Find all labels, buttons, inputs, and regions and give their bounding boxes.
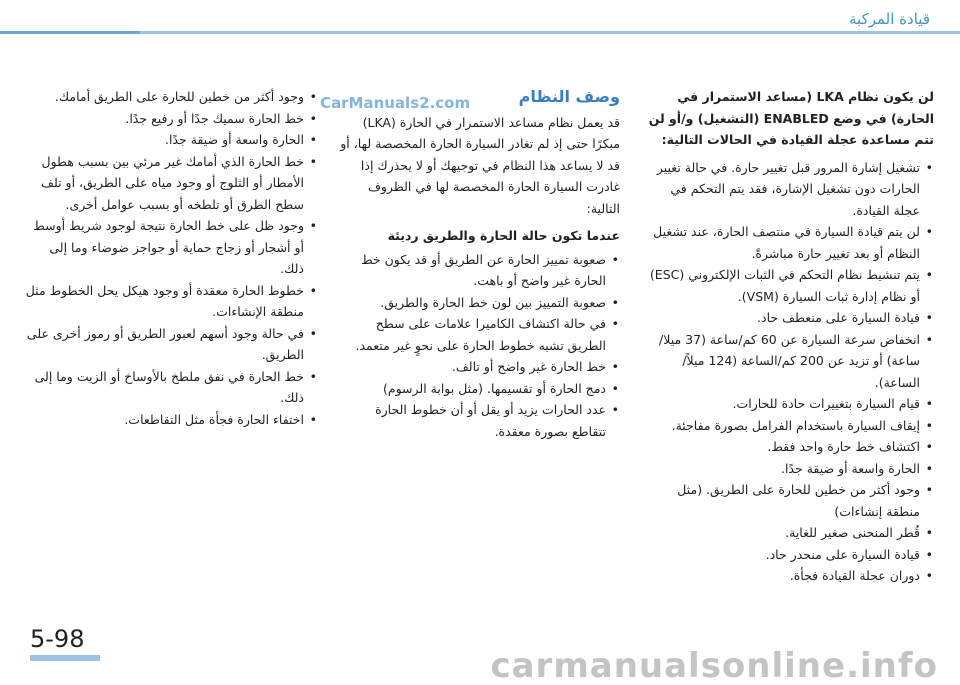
page-number-bar <box>30 655 100 661</box>
header-rule-accent <box>0 31 140 34</box>
list-item: • اختفاء الحارة فجأة مثل التقاطعات. <box>22 409 318 431</box>
watermark-top: CarManuals2.com <box>320 94 471 112</box>
list-item: • قيادة السيارة على منحدر حاد. <box>646 544 934 566</box>
list-item: • يتم تنشيط نظام التحكم في الثبات الإلكتروني (ESC) أو نظام إدارة ثبات السيارة (VSM). <box>646 264 934 307</box>
header-title: قيادة المركبة <box>849 10 930 28</box>
list-item: • وجود أكثر من خطين للحارة على الطريق أمامك. <box>22 86 318 108</box>
list-item: • وجود أكثر من خطين للحارة على الطريق. (مثل منطقة إنشاءات) <box>646 479 934 522</box>
list-item: • دوران عجلة القيادة فجأة. <box>646 565 934 587</box>
list-item: • خط الحارة في نفق ملطخ بالأوساخ أو الزيت وما إلى ذلك. <box>22 366 318 409</box>
list-item: • خطوط الحارة معقدة أو وجود هيكل يحل الخطوط مثل منطقة الإنشاءات. <box>22 280 318 323</box>
section-title: وصف النظام <box>518 87 620 106</box>
header-rule <box>0 31 960 34</box>
list-item: • لن يتم قيادة السيارة في منتصف الحارة، عند تشغيل النظام أو بعد تغيير حارة مباشرةً. <box>646 221 934 264</box>
list-item: • قيادة السيارة على منعطف حاد. <box>646 307 934 329</box>
page-number: 5-98 <box>30 625 85 653</box>
list-item: • دمج الحارة أو تقسيمها. (مثل بوابة الرسوم) <box>340 378 620 400</box>
list-item: • في حالة وجود أسهم لعبور الطريق أو رموز أخرى على الطريق. <box>22 323 318 366</box>
list-item: • اكتشاف خط حارة واحد فقط. <box>646 436 934 458</box>
list-item: • انخفاض سرعة السيارة عن 60 كم/ساعة (37 ميلا/ساعة) أو تزيد عن 200 كم/الساعة (124 ميلاً/الساعة). <box>646 329 934 394</box>
list-item: • عدد الحارات يزيد أو يقل أو أن خطوط الحارة تتقاطع بصورة معقدة. <box>340 399 620 442</box>
right-column-intro: لن يكون نظام LKA (مساعد الاستمرار في الحارة) في وضع ENABLED (التشغيل) و/أو لن تتم مساعدة عجلة القيادة في الحالات التالية: <box>648 89 934 147</box>
list-item: • تشغيل إشارة المرور قبل تغيير حارة. في حالة تغيير الحارات دون تشغيل الإشارة، فقد يتم التحكم في عجلة القيادة. <box>646 157 934 222</box>
left-column-list <box>22 86 318 430</box>
middle-column-list <box>340 249 620 443</box>
middle-column <box>340 86 620 442</box>
list-item: • صعوبة التمييز بين لون خط الحارة والطريق. <box>340 292 620 314</box>
subheading: عندما تكون حالة الحارة والطريق رديئة <box>387 228 620 243</box>
list-item: • قيام السيارة بتغييرات حادة للحارات. <box>646 393 934 415</box>
list-item: • خط الحارة غير واضح أو تالف. <box>340 356 620 378</box>
list-item: • في حالة اكتشاف الكاميرا علامات على سطح الطريق تشبه خطوط الحارة على نحوٍ غير متعمد. <box>340 313 620 356</box>
list-item: • خط الحارة الذي أمامك غير مرئي بين بسبب هطول الأمطار أو الثلوج أو وجود مياه على الطريق، أو تلف سطح الطرق أو تلطخه أو بسبب عوامل أخرى. <box>22 151 318 216</box>
right-column-list <box>646 157 934 587</box>
list-item: • وجود ظل على خط الحارة نتيجة لوجود شريط أوسط أو أشجار أو زجاج حماية أو جواجز ضوضاء وما إلى ذلك. <box>22 215 318 280</box>
list-item: • صعوبة تمييز الحارة عن الطريق أو قد يكون خط الحارة غير واضح أو باهت. <box>340 249 620 292</box>
list-item: • الحارة واسعة أو ضيقة جدًا. <box>646 458 934 480</box>
list-item: • خط الحارة سميك جدًا أو رفيع جدًا. <box>22 108 318 130</box>
middle-column-intro: قد يعمل نظام مساعد الاستمرار في الحارة (LKA) مبكرًا حتى إذ لم تغادر السيارة الحارة المخصصة لها، أو قد لا يساعد هذا النظام في توجيهك أو لا يحذرك إذا غادرت السيارة الحارة المخصصة لها في الظروف التالية: <box>340 114 620 216</box>
left-column <box>22 86 318 430</box>
list-item: • إيقاف السيارة باستخدام الفرامل بصورة مفاجئة. <box>646 415 934 437</box>
list-item: • قُطر المنحنى صغير للغاية. <box>646 522 934 544</box>
list-item: • الحارة واسعة أو ضيقة جدًا. <box>22 129 318 151</box>
watermark-bottom: carmanualsonline.info <box>490 646 938 685</box>
right-column <box>646 86 934 587</box>
